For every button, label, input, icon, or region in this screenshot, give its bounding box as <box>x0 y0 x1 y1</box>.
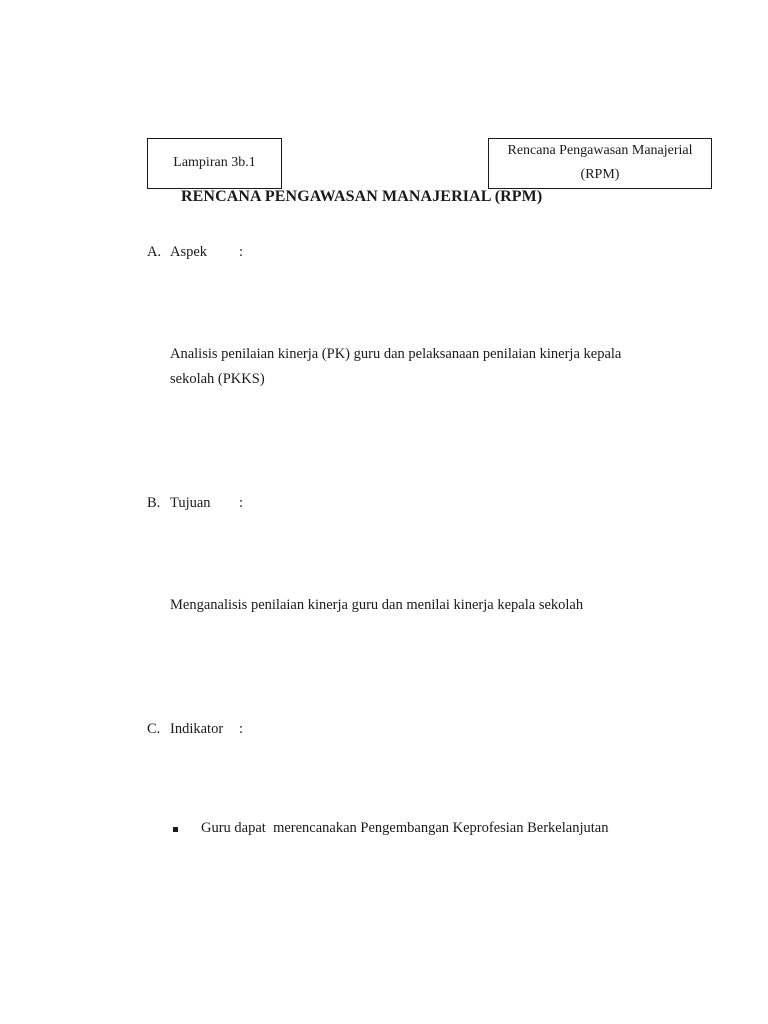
section-c-colon: : <box>239 721 244 737</box>
section-b-colon: : <box>239 495 244 511</box>
section-c-label: Indikator <box>170 721 224 737</box>
document-type-line1: Rencana Pengawasan Manajerial <box>507 143 693 158</box>
section-b-heading <box>147 495 244 512</box>
section-a-body-line2: sekolah (PKKS) <box>170 371 265 387</box>
section-b-label: Tujuan <box>170 495 211 511</box>
section-b-body <box>170 593 690 618</box>
square-bullet-icon <box>173 827 178 832</box>
section-a-letter: A. <box>147 244 162 260</box>
section-c-heading <box>147 721 244 738</box>
section-a-label: Aspek <box>170 244 208 260</box>
section-a-body-line1: Analisis penilaian kinerja (PK) guru dan pelaksanaan penilaian kinerja kepala <box>170 346 622 362</box>
section-c-letter: C. <box>147 721 161 737</box>
list-item-text: Guru dapat merencanakan Pengembangan Keprofesian Berkelanjutan <box>201 820 609 836</box>
section-a-colon: : <box>239 244 244 260</box>
section-b-letter: B. <box>147 495 161 511</box>
document-title: RENCANA PENGAWASAN MANAJERIAL (RPM) <box>181 188 543 205</box>
document-type-box <box>488 138 712 189</box>
document-type-line2: (RPM) <box>580 167 620 182</box>
attachment-label-box <box>147 138 282 189</box>
section-b-body-line1: Menganalisis penilaian kinerja guru dan menilai kinerja kepala sekolah <box>170 597 584 613</box>
section-a-body <box>170 342 690 392</box>
section-a-heading <box>147 244 244 261</box>
attachment-label: Lampiran 3b.1 <box>173 155 256 170</box>
